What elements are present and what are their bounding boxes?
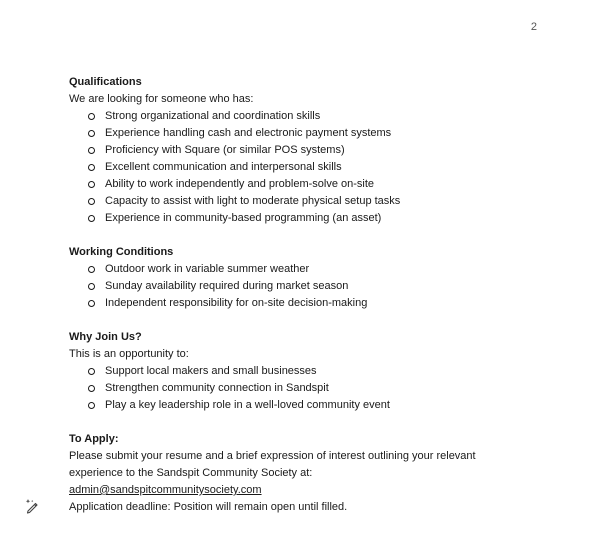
bullet-icon: [88, 283, 95, 290]
list-item: Play a key leadership role in a well-loved community event: [69, 397, 539, 414]
list-item: Capacity to assist with light to moderate physical setup tasks: [69, 193, 539, 210]
bullet-icon: [88, 198, 95, 205]
bullet-icon: [88, 385, 95, 392]
list-item: Outdoor work in variable summer weather: [69, 261, 539, 278]
list-item: Support local makers and small businesses: [69, 363, 539, 380]
qualifications-heading: Qualifications: [69, 76, 142, 88]
why-join-heading: Why Join Us?: [69, 331, 142, 343]
bullet-icon: [88, 164, 95, 171]
to-apply-heading: To Apply:: [69, 433, 119, 445]
spacer: [69, 414, 539, 431]
why-join-list: [69, 363, 539, 414]
list-item: Strong organizational and coordination skills: [69, 108, 539, 125]
why-join-section: [69, 329, 539, 414]
bullet-icon: [88, 215, 95, 222]
list-item: Strengthen community connection in Sandspit: [69, 380, 539, 397]
qualifications-list: [69, 108, 539, 227]
list-item: Independent responsibility for on-site decision-making: [69, 295, 539, 312]
bullet-icon: [88, 130, 95, 137]
bullet-icon: [88, 300, 95, 307]
list-item: Experience handling cash and electronic payment systems: [69, 125, 539, 142]
bullet-icon: [88, 402, 95, 409]
list-item: Proficiency with Square (or similar POS systems): [69, 142, 539, 159]
list-item: Excellent communication and interpersonal skills: [69, 159, 539, 176]
bullet-icon: [88, 147, 95, 154]
document-body: [69, 74, 539, 516]
page-number: 2: [530, 21, 537, 33]
application-deadline: Application deadline: Position will remain open until filled.: [69, 501, 348, 513]
working-conditions-list: [69, 261, 539, 312]
qualifications-section: [69, 74, 539, 227]
list-item: Ability to work independently and problem-solve on-site: [69, 176, 539, 193]
list-item: Sunday availability required during market season: [69, 278, 539, 295]
list-item: Experience in community-based programming (an asset): [69, 210, 539, 227]
spacer: [69, 227, 539, 244]
email-line: [69, 482, 539, 499]
sparkle-pen-icon[interactable]: [24, 498, 40, 514]
bullet-icon: [88, 266, 95, 273]
bullet-icon: [88, 181, 95, 188]
spacer: [69, 312, 539, 329]
why-join-intro: This is an opportunity to:: [69, 348, 189, 360]
qualifications-intro: We are looking for someone who has:: [69, 93, 254, 105]
working-conditions-heading: Working Conditions: [69, 246, 174, 258]
working-conditions-section: [69, 244, 539, 312]
to-apply-section: [69, 431, 539, 516]
bullet-icon: [88, 368, 95, 375]
bullet-icon: [88, 113, 95, 120]
to-apply-body: Please submit your resume and a brief expression of interest outlining your relevant experience to the Sandspit Community Society at:: [69, 450, 476, 479]
sparkle-pen-glyph: [24, 498, 40, 514]
email-link[interactable]: admin@sandspitcommunitysociety.com: [69, 484, 262, 496]
